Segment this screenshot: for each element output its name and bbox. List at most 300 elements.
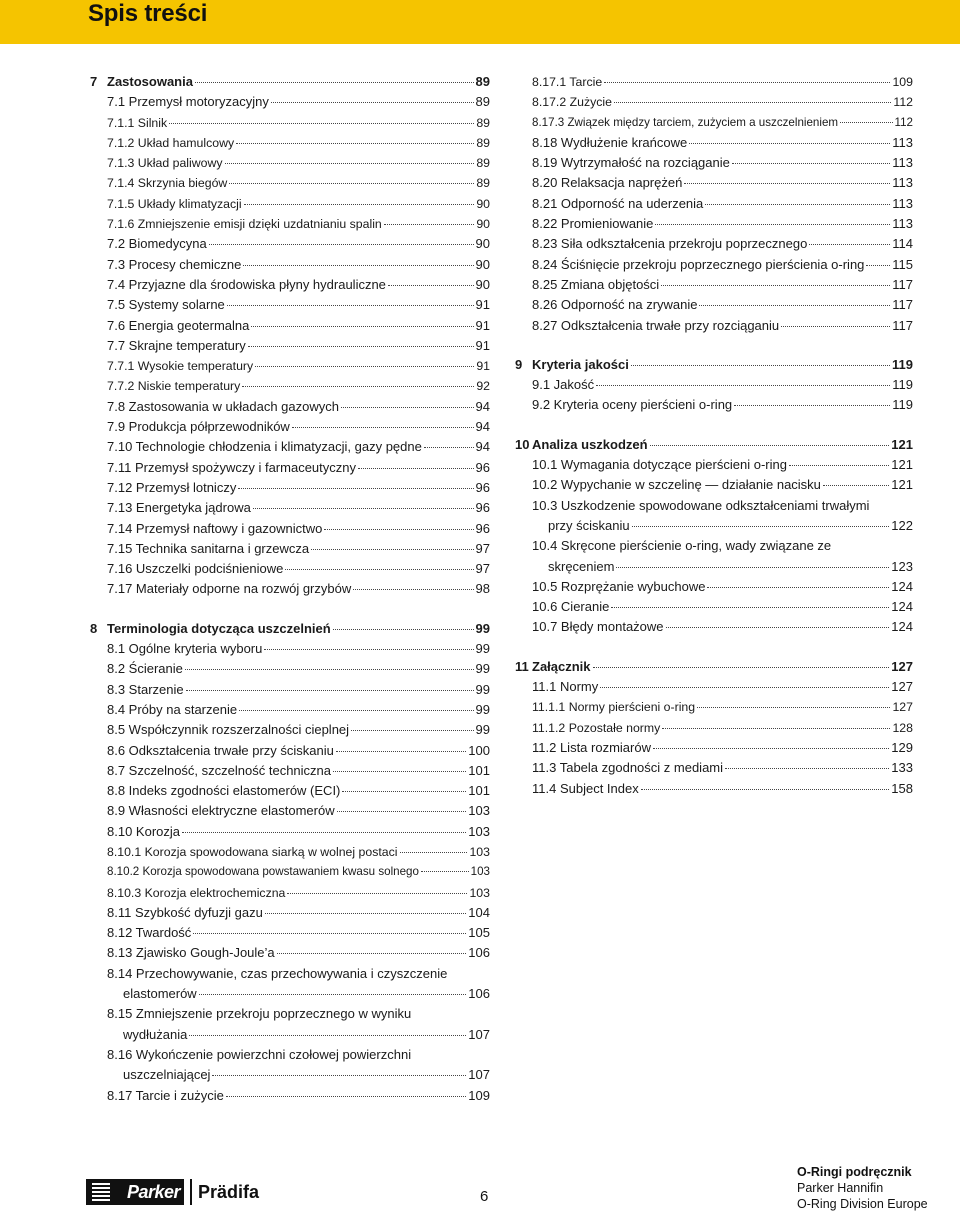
toc-entry-title: 8.1 Ogólne kryteria wyboru <box>107 641 263 657</box>
toc-entry-title: 10.4 Skręcone pierścienie o-ring, wady związane ze <box>532 538 832 554</box>
toc-entry-continuation <box>107 1025 490 1045</box>
toc-entry-title: 9.2 Kryteria oceny pierścieni o-ring <box>532 397 733 413</box>
toc-entry-line <box>90 619 490 639</box>
toc-entry-line <box>515 194 913 214</box>
toc-entry[interactable] <box>90 720 490 740</box>
toc-entry[interactable] <box>90 801 490 821</box>
dot-leader <box>227 304 474 306</box>
toc-entry-title: 7.7 Skrajne temperatury <box>107 337 246 353</box>
dot-leader <box>238 487 473 489</box>
dot-leader <box>248 345 474 347</box>
toc-page-number: 101 <box>468 762 490 778</box>
toc-entry[interactable] <box>90 822 490 842</box>
parker-logo-text: Parker <box>126 1181 180 1202</box>
toc-entry-line <box>515 295 913 315</box>
toc-entry-title: 8.22 Promieniowanie <box>532 216 654 232</box>
toc-page-number: 112 <box>893 95 913 110</box>
toc-entry-line <box>515 395 913 415</box>
toc-entry[interactable] <box>515 295 913 315</box>
toc-page-number: 103 <box>470 865 490 879</box>
toc-page-number: 99 <box>475 661 490 677</box>
page-header-bar <box>0 0 960 44</box>
chapter-number: 8 <box>90 620 98 636</box>
toc-entry[interactable] <box>90 964 490 1005</box>
toc-page-number: 90 <box>476 196 490 211</box>
toc-page-number: 127 <box>892 700 913 715</box>
toc-entry-line <box>90 781 490 801</box>
dot-leader <box>199 993 467 995</box>
section-gap <box>515 336 913 355</box>
toc-page-number: 97 <box>475 561 490 577</box>
toc-entry-title: 7.1 Przemysł motoryzacyjny <box>107 94 269 110</box>
toc-page-number: 100 <box>468 742 490 758</box>
toc-entry[interactable] <box>90 659 490 679</box>
toc-entry-title: 7.1.2 Układ hamulcowy <box>107 135 235 150</box>
toc-entry-title: 8.24 Ściśnięcie przekroju poprzecznego pierścienia o-ring <box>532 256 865 272</box>
toc-page-number: 91 <box>475 337 490 353</box>
dot-leader <box>662 727 890 729</box>
toc-entry-title: 7.7.1 Wysokie temperatury <box>107 359 254 374</box>
toc-entry-line <box>90 478 490 498</box>
toc-entry-line <box>90 275 490 295</box>
parker-pradifa-logo <box>86 1179 259 1205</box>
toc-entry-title: 11.1.2 Pozostałe normy <box>532 720 661 735</box>
toc-entry[interactable] <box>90 437 490 457</box>
toc-entry[interactable] <box>90 1045 490 1086</box>
toc-entry-title: 8.3 Starzenie <box>107 681 184 697</box>
chapter-number: 7 <box>90 74 98 89</box>
toc-entry-title: 8.26 Odporność na zrywanie <box>532 297 698 313</box>
toc-entry[interactable] <box>90 883 490 903</box>
toc-entry[interactable] <box>515 113 913 133</box>
toc-entry[interactable] <box>90 214 490 234</box>
toc-entry[interactable] <box>90 923 490 943</box>
toc-entry-line <box>90 559 490 579</box>
toc-entry[interactable] <box>90 862 490 882</box>
toc-entry-line <box>515 173 913 193</box>
dot-leader <box>684 182 890 184</box>
toc-entry-line <box>515 234 913 254</box>
toc-entry-title: 7.1.6 Zmniejszenie emisji dzięki uzdatnianiu spalin <box>107 217 382 232</box>
toc-entry-line <box>515 496 913 516</box>
footer-line-2: Parker Hannifin <box>797 1181 884 1195</box>
toc-entry[interactable] <box>90 519 490 539</box>
toc-entry[interactable] <box>90 458 490 478</box>
toc-page-number: 113 <box>892 195 913 211</box>
toc-page-number: 103 <box>469 844 490 859</box>
dot-leader <box>253 507 474 509</box>
dot-leader <box>781 325 890 327</box>
toc-entry[interactable] <box>90 579 490 599</box>
toc-entry-line <box>515 435 913 455</box>
toc-page-number: 109 <box>892 75 913 89</box>
toc-entry[interactable] <box>90 356 490 376</box>
toc-entry-title: 7.15 Technika sanitarna i grzewcza <box>107 540 310 556</box>
toc-page-number: 99 <box>475 681 490 697</box>
toc-entry[interactable] <box>515 133 913 153</box>
toc-entry-line <box>90 214 490 234</box>
dot-leader <box>236 142 474 144</box>
footer-line-1: O-Ringi podręcznik <box>797 1165 912 1179</box>
dot-leader <box>666 626 890 628</box>
toc-entry-title: 10.7 Błędy montażowe <box>532 619 664 635</box>
toc-entry[interactable] <box>515 758 913 778</box>
toc-entry[interactable] <box>90 539 490 559</box>
toc-entry-title: 11.4 Subject Index <box>532 780 639 796</box>
toc-entry[interactable] <box>515 677 913 697</box>
dot-leader <box>734 404 890 406</box>
toc-entry-title: 8.18 Wydłużenie krańcowe <box>532 134 688 150</box>
toc-entry[interactable] <box>515 496 913 537</box>
dot-leader <box>193 932 466 934</box>
toc-entry-line <box>90 741 490 761</box>
toc-entry-title: 8.14 Przechowywanie, czas przechowywania i czyszczenie <box>107 965 448 981</box>
toc-entry[interactable] <box>90 559 490 579</box>
chapter-title: Analiza uszkodzeń <box>532 436 648 452</box>
toc-entry-line <box>515 455 913 475</box>
toc-page-number: 127 <box>891 658 913 674</box>
toc-entry-line <box>90 173 490 193</box>
toc-page-number: 103 <box>468 823 490 839</box>
toc-entry[interactable] <box>90 316 490 336</box>
toc-page-number: 119 <box>892 356 913 372</box>
toc-entry-title: 8.19 Wytrzymałość na rozciąganie <box>532 155 730 171</box>
toc-page-number: 99 <box>475 620 490 636</box>
dot-leader <box>242 385 474 387</box>
toc-entry[interactable] <box>90 943 490 963</box>
toc-page-number: 117 <box>892 317 913 333</box>
toc-page-number: 91 <box>475 317 490 333</box>
toc-entry-title: 7.7.2 Niskie temperatury <box>107 379 241 394</box>
toc-entry-line <box>90 700 490 720</box>
toc-page-number: 90 <box>476 217 490 232</box>
toc-entry-title: 7.5 Systemy solarne <box>107 297 225 313</box>
toc-entry-line <box>515 255 913 275</box>
chapter-number: 11 <box>515 658 529 674</box>
toc-page-number: 117 <box>892 297 913 313</box>
toc-entry[interactable] <box>90 336 490 356</box>
toc-entry-line <box>515 536 913 556</box>
dot-leader <box>650 444 890 446</box>
toc-entry-line <box>90 519 490 539</box>
toc-entry[interactable] <box>515 214 913 234</box>
dot-leader <box>614 101 891 103</box>
toc-entry-line <box>90 1045 490 1065</box>
toc-entry-line <box>515 577 913 597</box>
toc-page-number: 128 <box>892 720 913 735</box>
toc-entry[interactable] <box>515 597 913 617</box>
dot-leader <box>353 588 473 590</box>
toc-entry-line <box>90 1086 490 1106</box>
toc-entry-title: 8.25 Zmiana objętości <box>532 276 660 292</box>
toc-page-number: 119 <box>892 377 913 393</box>
toc-entry-line <box>90 458 490 478</box>
toc-entry-title: 8.17 Tarcie i zużycie <box>107 1087 224 1103</box>
toc-entry-title: 7.3 Procesy chemiczne <box>107 256 242 272</box>
toc-page-number: 92 <box>476 379 490 394</box>
toc-entry[interactable] <box>90 376 490 396</box>
toc-entry-line <box>90 720 490 740</box>
section-gap <box>515 638 913 657</box>
toc-entry[interactable] <box>515 255 913 275</box>
toc-entry-line <box>515 355 913 375</box>
toc-entry-title: 7.11 Przemysł spożywczy i farmaceutyczny <box>107 459 356 475</box>
dot-leader <box>358 467 474 469</box>
dot-leader <box>265 912 466 914</box>
toc-entry-line <box>90 92 490 112</box>
toc-entry[interactable] <box>515 697 913 717</box>
toc-entry[interactable] <box>515 153 913 173</box>
toc-chapter[interactable] <box>90 619 490 639</box>
toc-page-number: 94 <box>475 398 490 414</box>
dot-leader <box>823 484 889 486</box>
toc-entry-line <box>90 984 490 1004</box>
toc-entry-line <box>515 316 913 336</box>
toc-entry[interactable] <box>90 1086 490 1106</box>
dot-leader <box>421 870 469 872</box>
toc-left-column <box>90 72 490 1106</box>
toc-entry[interactable] <box>515 536 913 577</box>
dot-leader <box>337 810 467 812</box>
toc-entry-title-cont: wydłużania <box>123 1026 188 1042</box>
toc-entry[interactable] <box>90 1004 490 1045</box>
toc-entry[interactable] <box>90 275 490 295</box>
toc-entry-line <box>90 842 490 862</box>
toc-entry-line <box>90 498 490 518</box>
toc-entry[interactable] <box>515 316 913 336</box>
toc-entry-title: 8.23 Siła odkształcenia przekroju poprzecznego <box>532 236 808 252</box>
toc-entry[interactable] <box>515 395 913 415</box>
toc-page-number: 89 <box>475 94 490 110</box>
toc-page-number: 103 <box>468 803 490 819</box>
toc-entry-line <box>90 153 490 173</box>
chapter-title: Terminologia dotycząca uszczelnień <box>107 620 331 636</box>
dot-leader <box>169 122 474 124</box>
dot-leader <box>212 1074 466 1076</box>
toc-entry-title: 11.3 Tabela zgodności z mediami <box>532 760 724 776</box>
toc-entry[interactable] <box>515 779 913 799</box>
dot-leader <box>661 284 890 286</box>
chapter-number: 10 <box>515 436 530 452</box>
dot-leader <box>251 325 473 327</box>
toc-entry-title: 7.14 Przemysł naftowy i gazownictwo <box>107 520 323 536</box>
toc-entry-title: 8.10 Korozja <box>107 823 180 839</box>
dot-leader <box>226 1095 466 1097</box>
toc-page-number: 109 <box>468 1087 490 1103</box>
toc-page-number: 89 <box>476 115 490 130</box>
toc-entry[interactable] <box>90 92 490 112</box>
toc-page-number: 99 <box>475 701 490 717</box>
toc-entry-line <box>515 92 913 112</box>
toc-entry-title: 8.17.1 Tarcie <box>532 75 603 89</box>
toc-entry[interactable] <box>90 153 490 173</box>
dot-leader <box>186 689 474 691</box>
toc-entry-title: 8.27 Odkształcenia trwałe przy rozciąganiu <box>532 317 780 333</box>
toc-page-number: 117 <box>892 276 913 292</box>
toc-entry[interactable] <box>515 173 913 193</box>
toc-entry-line <box>515 153 913 173</box>
toc-entry[interactable] <box>90 194 490 214</box>
toc-page-number: 124 <box>891 619 913 635</box>
dot-leader <box>244 203 475 205</box>
toc-page-number: 121 <box>891 477 913 493</box>
dot-leader <box>209 243 474 245</box>
toc-entry-title: 7.16 Uszczelki podciśnieniowe <box>107 561 284 577</box>
chapter-title: Kryteria jakości <box>532 356 629 372</box>
toc-chapter[interactable] <box>515 355 913 375</box>
toc-entry-line <box>90 923 490 943</box>
dot-leader <box>732 162 890 164</box>
toc-entry[interactable] <box>90 639 490 659</box>
toc-entry[interactable] <box>515 194 913 214</box>
toc-entry[interactable] <box>90 397 490 417</box>
toc-page-number: 89 <box>475 74 490 89</box>
toc-entry-title: 8.17.2 Zużycie <box>532 95 612 110</box>
toc-entry[interactable] <box>515 375 913 395</box>
toc-entry[interactable] <box>90 498 490 518</box>
toc-entry-line <box>90 539 490 559</box>
toc-entry[interactable] <box>90 781 490 801</box>
toc-entry-title: 8.4 Próby na starzenie <box>107 701 238 717</box>
toc-entry[interactable] <box>90 133 490 153</box>
page-number: 6 <box>480 1188 489 1205</box>
dot-leader <box>277 952 467 954</box>
toc-page-number: 121 <box>891 457 913 473</box>
toc-entry-line <box>90 295 490 315</box>
toc-entry-title: 8.21 Odporność na uderzenia <box>532 195 704 211</box>
toc-entry[interactable] <box>515 455 913 475</box>
toc-entry[interactable] <box>515 738 913 758</box>
dot-leader <box>641 788 890 790</box>
toc-entry[interactable] <box>515 92 913 112</box>
toc-entry-line <box>515 617 913 637</box>
toc-page-number: 94 <box>475 419 490 435</box>
toc-entry-title: 10.1 Wymagania dotyczące pierścieni o-ring <box>532 457 787 473</box>
dot-leader <box>182 831 466 833</box>
toc-entry[interactable] <box>90 478 490 498</box>
toc-page-number: 106 <box>468 986 490 1002</box>
toc-entry-title: 7.1.1 Silnik <box>107 115 168 130</box>
logo-divider <box>190 1179 192 1205</box>
footer-imprint <box>797 1164 928 1212</box>
pradifa-logo-text: Prädifa <box>198 1181 260 1202</box>
dot-leader <box>225 162 475 164</box>
toc-chapter[interactable] <box>90 72 490 92</box>
toc-entry-title: 7.13 Energetyka jądrowa <box>107 500 251 516</box>
toc-entry[interactable] <box>90 700 490 720</box>
toc-entry-title: 11.1 Normy <box>532 679 599 695</box>
dot-leader <box>604 81 890 83</box>
toc-page-number: 98 <box>475 581 490 597</box>
dot-leader <box>616 566 889 568</box>
toc-entry[interactable] <box>90 761 490 781</box>
toc-page-number: 89 <box>476 135 490 150</box>
toc-entry[interactable] <box>90 173 490 193</box>
toc-entry[interactable] <box>90 417 490 437</box>
toc-entry[interactable] <box>90 234 490 254</box>
dot-leader <box>705 203 890 205</box>
toc-chapter[interactable] <box>515 657 913 677</box>
dot-leader <box>255 365 474 367</box>
toc-entry[interactable] <box>90 680 490 700</box>
toc-entry-title: 8.2 Ścieranie <box>107 661 183 677</box>
toc-page-number: 89 <box>476 156 490 171</box>
toc-entry-line <box>515 597 913 617</box>
dot-leader <box>195 81 474 83</box>
toc-entry-line <box>90 417 490 437</box>
toc-entry[interactable] <box>515 475 913 495</box>
toc-entry-title: 8.8 Indeks zgodności elastomerów (ECI) <box>107 783 341 799</box>
toc-entry-line <box>90 133 490 153</box>
dot-leader <box>287 892 467 894</box>
toc-entry-title: 8.10.1 Korozja spowodowana siarką w wolnej postaci <box>107 844 398 859</box>
toc-entry[interactable] <box>90 741 490 761</box>
toc-entry-line <box>90 761 490 781</box>
toc-page-number: 121 <box>891 436 913 452</box>
toc-entry-line <box>515 72 913 92</box>
toc-entry-line <box>515 738 913 758</box>
toc-entry-line <box>90 659 490 679</box>
toc-entry[interactable] <box>515 72 913 92</box>
toc-entry[interactable] <box>515 617 913 637</box>
dot-leader <box>631 364 890 366</box>
toc-entry-continuation <box>107 984 490 1004</box>
toc-entry-title: 8.11 Szybkość dyfuzji gazu <box>107 904 263 920</box>
toc-page-number: 122 <box>891 517 913 533</box>
toc-entry-line <box>90 397 490 417</box>
toc-page-number: 113 <box>892 134 913 150</box>
toc-entry-line <box>515 677 913 697</box>
toc-page-number: 101 <box>468 783 490 799</box>
toc-chapter[interactable] <box>515 435 913 455</box>
toc-entry[interactable] <box>90 295 490 315</box>
toc-entry-title: 7.6 Energia geotermalna <box>107 317 250 333</box>
dot-leader <box>655 223 890 225</box>
toc-entry-title: 8.17.3 Związek między tarciem, zużyciem a uszczelnieniem <box>532 115 839 129</box>
toc-entry-continuation <box>532 516 913 536</box>
toc-page-number: 96 <box>475 520 490 536</box>
chapter-number: 9 <box>515 356 523 372</box>
dot-leader <box>271 101 474 103</box>
toc-entry-line <box>90 356 490 376</box>
toc-entry[interactable] <box>90 903 490 923</box>
toc-page-number: 124 <box>891 599 913 615</box>
dot-leader <box>185 668 474 670</box>
toc-entry-title: 7.1.4 Skrzynia biegów <box>107 176 228 191</box>
toc-entry[interactable] <box>90 842 490 862</box>
toc-entry-title: 9.1 Jakość <box>532 377 595 393</box>
toc-entry-title: 7.1.5 Układy klimatyzacji <box>107 196 242 211</box>
toc-entry-line <box>515 214 913 234</box>
dot-leader <box>341 406 474 408</box>
dot-leader <box>333 628 474 630</box>
toc-page-number: 127 <box>891 679 913 695</box>
toc-entry[interactable] <box>90 255 490 275</box>
dot-leader <box>229 182 474 184</box>
toc-page-number: 99 <box>475 641 490 657</box>
toc-entry[interactable] <box>515 234 913 254</box>
toc-entry[interactable] <box>515 275 913 295</box>
toc-entry-line <box>515 758 913 778</box>
toc-entry-title: 8.15 Zmniejszenie przekroju poprzecznego w wyniku <box>107 1006 412 1022</box>
chapter-title: Zastosowania <box>107 74 193 89</box>
toc-entry-line <box>90 822 490 842</box>
toc-entry[interactable] <box>90 113 490 133</box>
toc-entry[interactable] <box>515 718 913 738</box>
dot-leader <box>336 750 466 752</box>
toc-entry[interactable] <box>515 577 913 597</box>
dot-leader <box>424 446 474 448</box>
